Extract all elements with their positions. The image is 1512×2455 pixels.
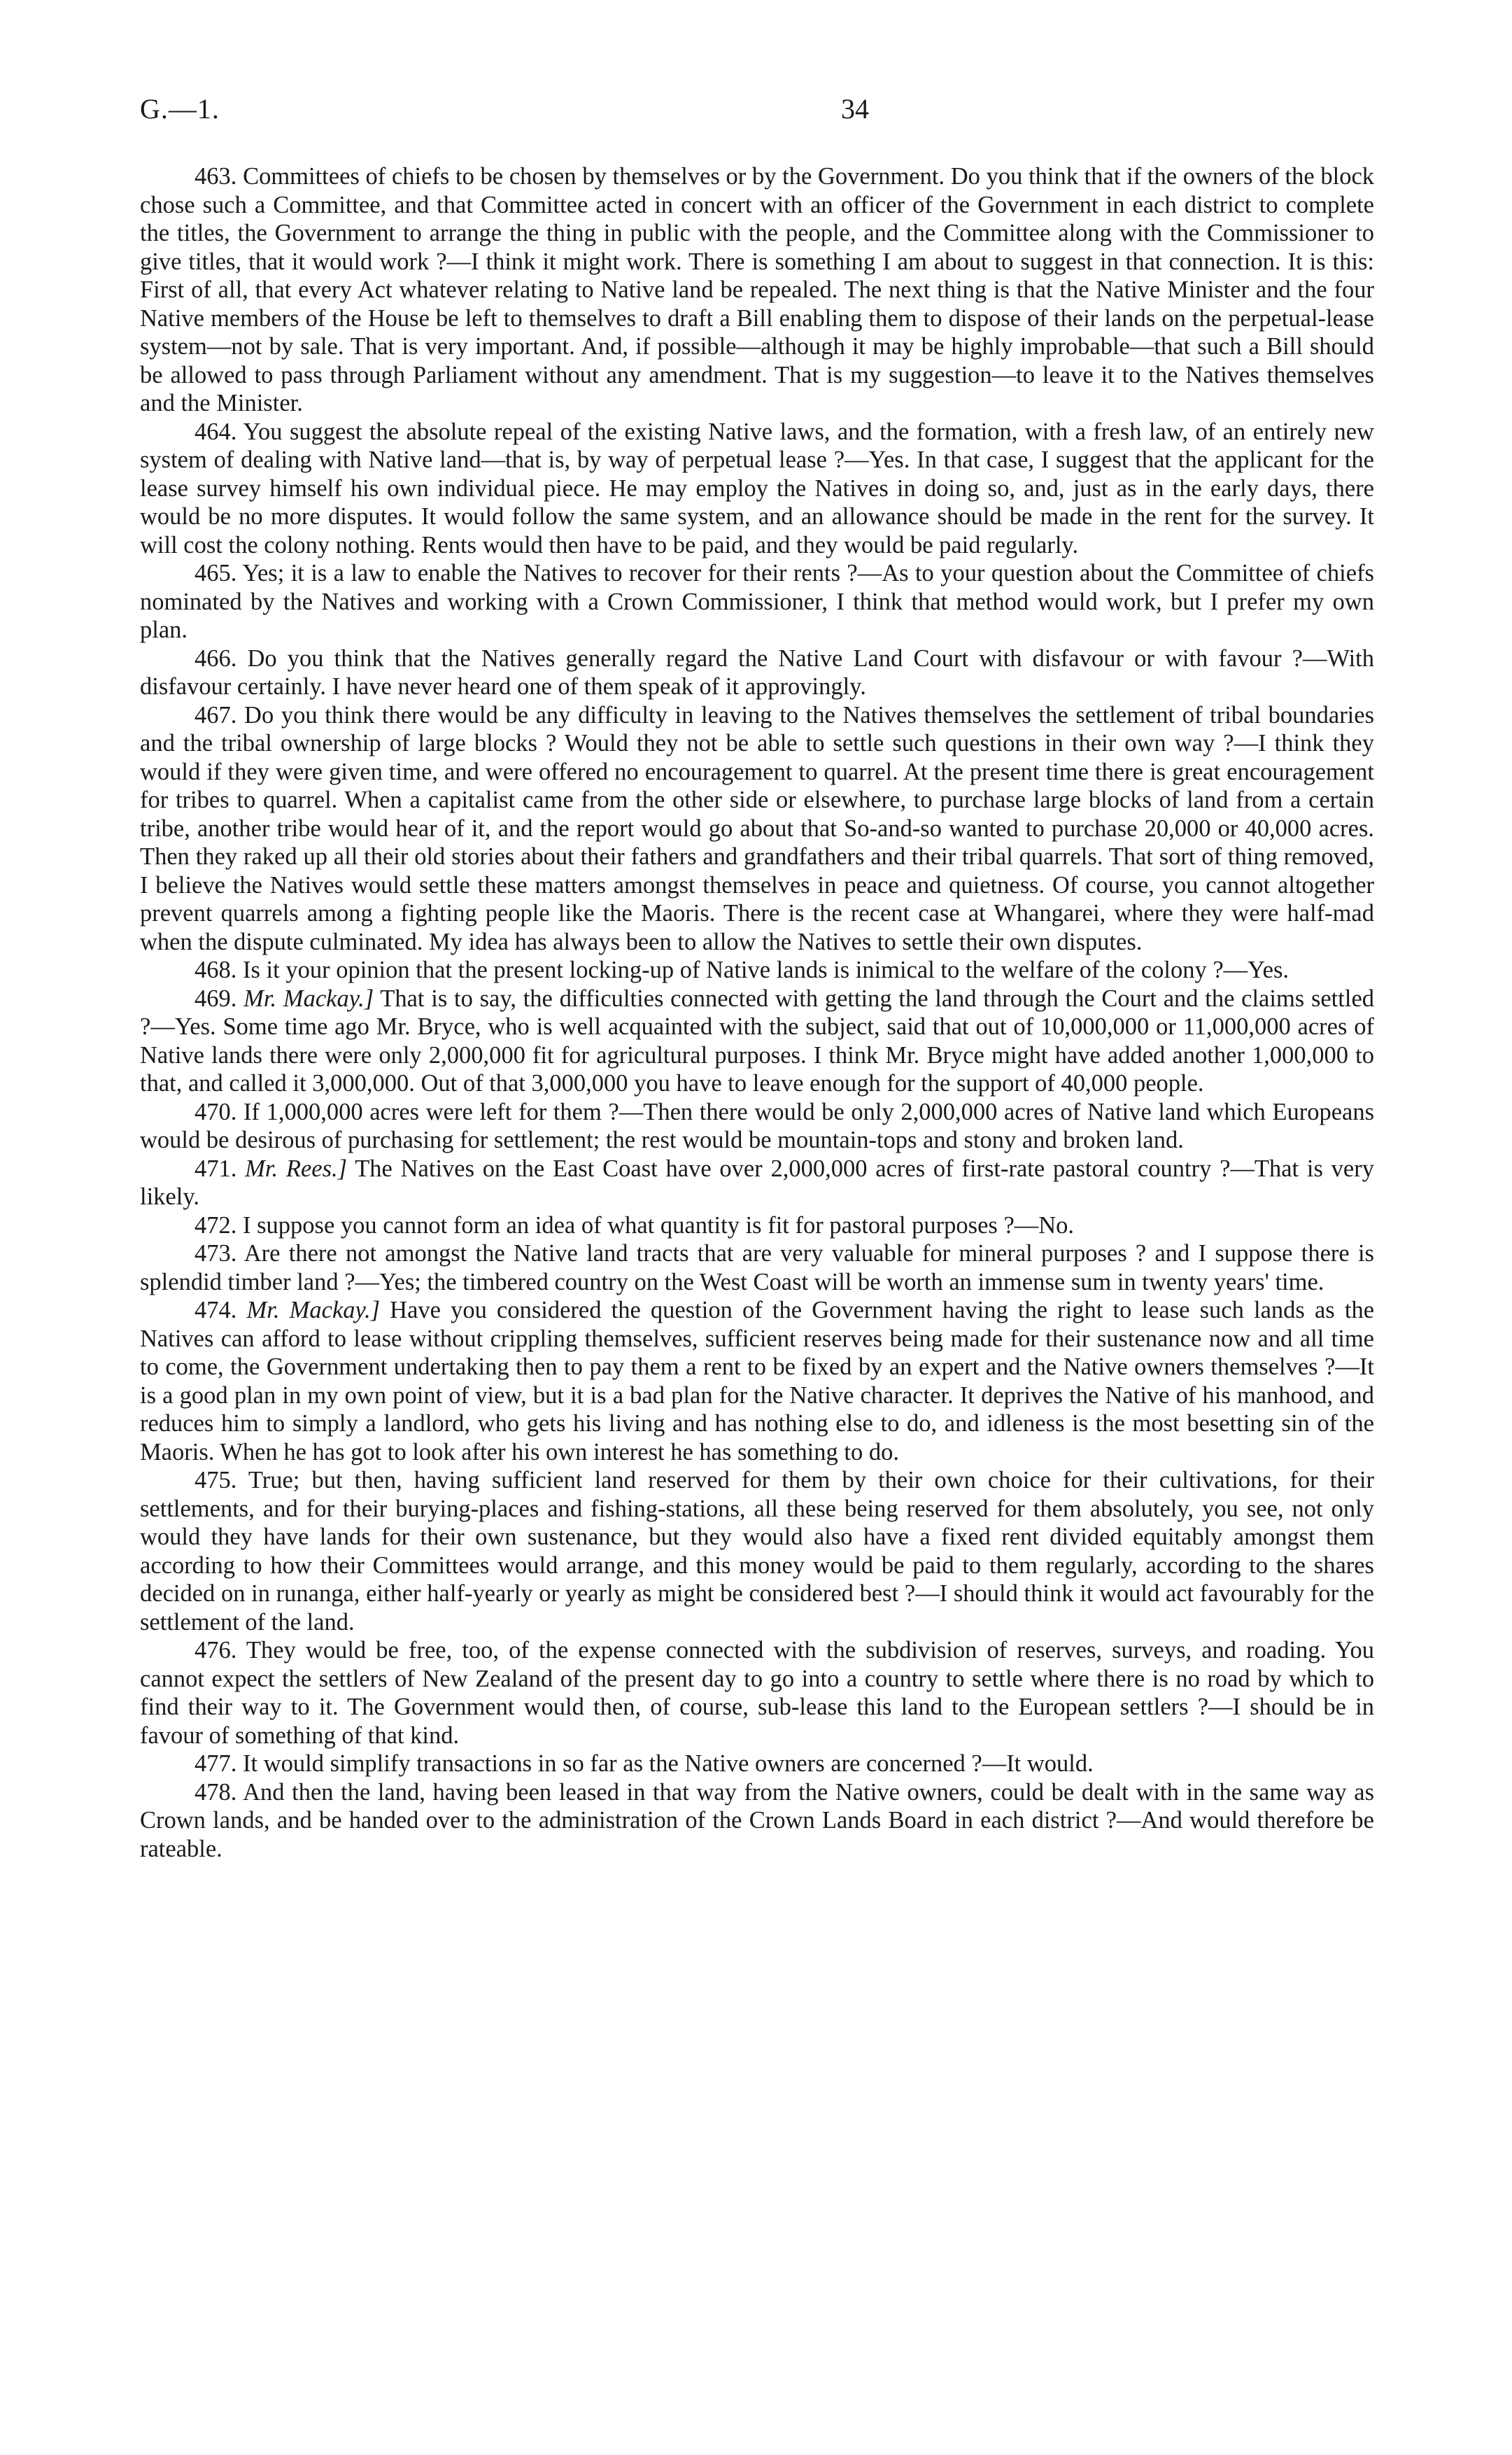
- paragraph-478: [140, 1778, 1374, 1864]
- question-number: 469.: [195, 985, 237, 1012]
- speaker-name: Mr. Mackay.]: [243, 985, 374, 1012]
- paragraph-473: [140, 1239, 1374, 1296]
- question-number: 474.: [195, 1297, 237, 1323]
- question-number: 477.: [195, 1750, 237, 1777]
- paragraph-477: [140, 1750, 1374, 1778]
- paragraph-text: Do you think that the Natives generally regard the Native Land Court with disfavour or with favour ?—With disfavour certainly. I have never heard one of them speak of it approvingly.: [140, 645, 1374, 700]
- question-number: 467.: [195, 701, 237, 729]
- paragraph-465: [140, 559, 1374, 645]
- paragraph-467: [140, 701, 1374, 957]
- question-number: 471.: [195, 1155, 237, 1182]
- question-number: 464.: [195, 418, 237, 445]
- question-number: 465.: [195, 560, 237, 586]
- paragraph-476: [140, 1636, 1374, 1750]
- paragraph-text: If 1,000,000 acres were left for them ?—Then there would be only 2,000,000 acres of Native land which Europeans would be desirous of purchasing for settlement; the rest would be mountain-tops and stony and broken land.: [140, 1098, 1375, 1153]
- paragraph-text: They would be free, too, of the expense connected with the subdivision of reserves, surveys, and roading. You cannot expect the settlers of New Zealand of the present day to go into a country to settle where there is no road by which to find their way to it. The Government would then, of course, sub-lease this land to the European settlers ?—I should be in favour of something of that kind.: [140, 1637, 1374, 1749]
- paragraph-text: True; but then, having sufficient land reserved for them by their own choice for their cultivations, for their settlements, and for their burying-places and fishing-stations, all these being reserved for them absolutely, you see, not only would they have lands for their own sustenance, but they would also have a fixed rent divided equitably amongst them according to how their Committees would arrange, and this money would be paid to them regularly, according to the shares decided on in runanga, either half-yearly or yearly as might be considered best ?—I should think it would act favourably for the settlement of the land.: [140, 1467, 1374, 1636]
- paragraph-474: [140, 1296, 1374, 1466]
- question-number: 473.: [195, 1240, 237, 1267]
- page-number: 34: [841, 93, 869, 125]
- paragraph-463: [140, 162, 1374, 418]
- question-number: 468.: [195, 957, 237, 983]
- paragraph-468: [140, 956, 1374, 985]
- question-number: 470.: [195, 1098, 237, 1125]
- question-number: 466.: [195, 645, 237, 672]
- document-reference: G.—1.: [140, 93, 220, 125]
- paragraph-text: The Natives on the East Coast have over 2,000,000 acres of first-rate pastoral country ?—That is very likely.: [140, 1155, 1374, 1210]
- paragraph-text: It would simplify transactions in so far as the Native owners are concerned ?—It would.: [243, 1750, 1094, 1777]
- paragraph-470: [140, 1098, 1374, 1155]
- paragraph-text: That is to say, the difficulties connected with getting the land through the Court and the claims settled ?—Yes. Some time ago Mr. Bryce, who is well acquainted with the subject, said that out of 10,000,000 or 11,000,000 acres of Native lands there were only 2,000,000 fit for agricultural purposes. I think Mr. Bryce might have added another 1,000,000 to that, and called it 3,000,000. Out of that 3,000,000 you have to leave enough for the support of 40,000 people.: [140, 985, 1375, 1097]
- speaker-name: Mr. Rees.]: [245, 1155, 348, 1182]
- paragraph-text: You suggest the absolute repeal of the existing Native laws, and the formation, with a fresh law, of an entirely new system of dealing with Native land—that is, by way of perpetual lease ?—Yes. In that case, I suggest that the applicant for the lease survey himself his own individual piece. He may employ the Natives in doing so, and, just as in the early days, there would be no more disputes. It would follow the same system, and an allowance should be made in the rent for the survey. It will cost the colony nothing. Rents would then have to be paid, and they would be paid regularly.: [140, 418, 1374, 558]
- paragraph-464: [140, 418, 1374, 560]
- paragraph-466: [140, 645, 1374, 701]
- paragraph-472: [140, 1211, 1374, 1240]
- testimony-body: [140, 162, 1374, 1863]
- paragraph-text: Is it your opinion that the present locking-up of Native lands is inimical to the welfare of the colony ?—Yes.: [243, 957, 1290, 983]
- paragraph-469: [140, 985, 1374, 1098]
- page-header: [140, 92, 1371, 134]
- question-number: 472.: [195, 1211, 237, 1239]
- paragraph-475: [140, 1466, 1374, 1636]
- paragraph-text: Do you think there would be any difficulty in leaving to the Natives themselves the settlement of tribal boundaries and the tribal ownership of large blocks ? Would they not be able to settle such questions in their own way ?—I think they would if they were given time, and were offered no encouragement to quarrel. At the present time there is great encouragement for tribes to quarrel. When a capitalist came from the other side or elsewhere, to purchase large blocks of land from a certain tribe, another tribe would hear of it, and the report would go about that So-and-so wanted to purchase 20,000 or 40,000 acres. Then they raked up all their old stories about their fathers and grandfathers and their tribal quarrels. That sort of thing removed, I believe the Natives would settle these matters amongst themselves in peace and quietness. Of course, you cannot altogether prevent quarrels among a fighting people like the Maoris. There is the recent case at Whangarei, where they were half-mad when the dispute culminated. My idea has always been to allow the Natives to settle their own disputes.: [140, 701, 1375, 955]
- question-number: 478.: [195, 1778, 237, 1806]
- paragraph-text: Committees of chiefs to be chosen by themselves or by the Government. Do you think that if the owners of the block chose such a Committee, and that Committee acted in concert with an officer of the Government in each district to complete the titles, the Government to arrange the thing in public with the people, and the Committee along with the Commissioner to give titles, that it would work ?—I think it might work. There is something I am about to suggest in that connection. It is this: First of all, that every Act whatever relating to Native land be repealed. The next thing is that the Native Minister and the four Native members of the House be left to themselves to draft a Bill enabling them to dispose of their lands on the perpetual-lease system—not by sale. That is very important. And, if possible—although it may be highly improbable—that such a Bill should be allowed to pass through Parliament without any amendment. That is my suggestion—to leave it to the Natives themselves and the Minister.: [140, 163, 1375, 416]
- paragraph-text: And then the land, having been leased in that way from the Native owners, could be dealt with in the same way as Crown lands, and be handed over to the administration of the Crown Lands Board in each district ?—And would therefore be rateable.: [140, 1778, 1374, 1862]
- paragraph-text: Are there not amongst the Native land tracts that are very valuable for mineral purposes ? and I suppose there is splendid timber land ?—Yes; the timbered country on the West Coast will be worth an immense sum in twenty years' time.: [140, 1240, 1374, 1295]
- paragraph-text: Yes; it is a law to enable the Natives to recover for their rents ?—As to your question about the Committee of chiefs nominated by the Natives and working with a Crown Commissioner, I think that method would work, but I prefer my own plan.: [140, 560, 1374, 643]
- question-number: 476.: [195, 1637, 237, 1663]
- paragraph-text: Have you considered the question of the Government having the right to lease such lands as the Natives can afford to lease without crippling themselves, sufficient reserves being made for their sustenance now and all time to come, the Government undertaking then to pay them a rent to be fixed by an expert and the Native owners themselves ?—It is a good plan in my own point of view, but it is a bad plan for the Native character. It deprives the Native of his manhood, and reduces him to simply a landlord, who gets his living and has nothing else to do, and idleness is the most besetting sin of the Maoris. When he has got to look after his own interest he has something to do.: [140, 1297, 1375, 1465]
- question-number: 463.: [195, 163, 237, 190]
- paragraph-471: [140, 1155, 1374, 1211]
- speaker-name: Mr. Mackay.]: [246, 1297, 380, 1323]
- paragraph-text: I suppose you cannot form an idea of what quantity is fit for pastoral purposes ?—No.: [243, 1211, 1075, 1239]
- question-number: 475.: [195, 1467, 237, 1493]
